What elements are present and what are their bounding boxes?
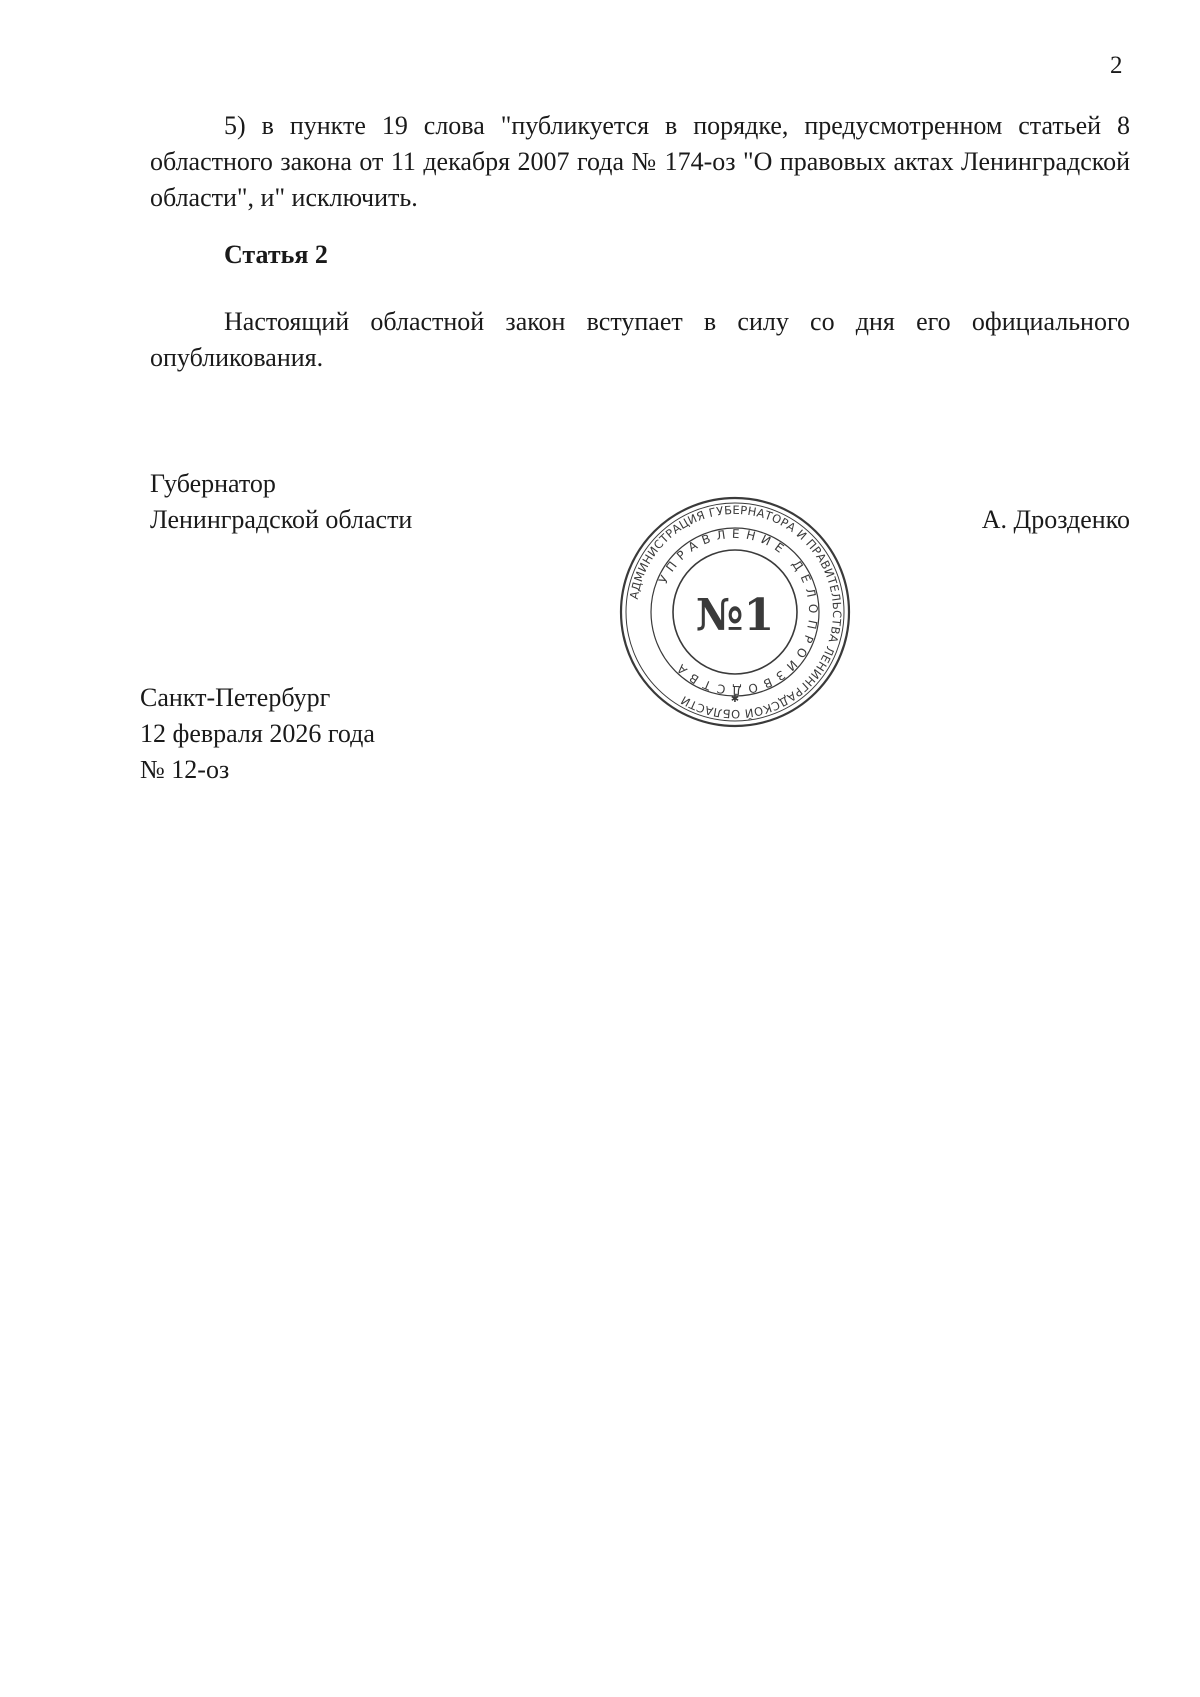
signature-title-line-1: Губернатор — [150, 469, 276, 498]
official-stamp — [617, 494, 853, 730]
stamp-star-icon: ✱ — [730, 694, 740, 705]
effective-date-paragraph: Настоящий областной закон вступает в силу со дня его официального опубликования. — [150, 307, 1130, 372]
page-number: 2 — [1110, 52, 1123, 79]
stamp-outer-text: АДМИНИСТРАЦИЯ ГУБЕРНАТОРА И ПРАВИТЕЛЬСТВА ЛЕНИНГРАДСКОЙ ОБЛАСТИ — [626, 502, 845, 722]
signature-title-line-2: Ленинградской области — [150, 505, 413, 534]
place-city: Санкт-Петербург — [140, 683, 331, 712]
law-number: № 12-оз — [140, 755, 230, 784]
signature-title-block — [150, 466, 412, 538]
signatory-name: А. Дрозденко — [981, 505, 1130, 534]
article-heading: Статья 2 — [224, 240, 328, 269]
place-date: 12 февраля 2026 года — [140, 719, 375, 748]
amendment-paragraph: 5) в пункте 19 слова "публикуется в порядке, предусмотренном статьей 8 областного закона от 11 декабря 2007 года № 174-оз "О правовых актах Ленинградской области", и" исключить. — [150, 111, 1130, 212]
stamp-inner-text: УПРАВЛЕНИЕ ДЕЛОПРОИЗВОДСТВА — [656, 526, 821, 698]
place-date-block — [140, 680, 375, 788]
stamp-center-number: №1 — [695, 590, 775, 641]
